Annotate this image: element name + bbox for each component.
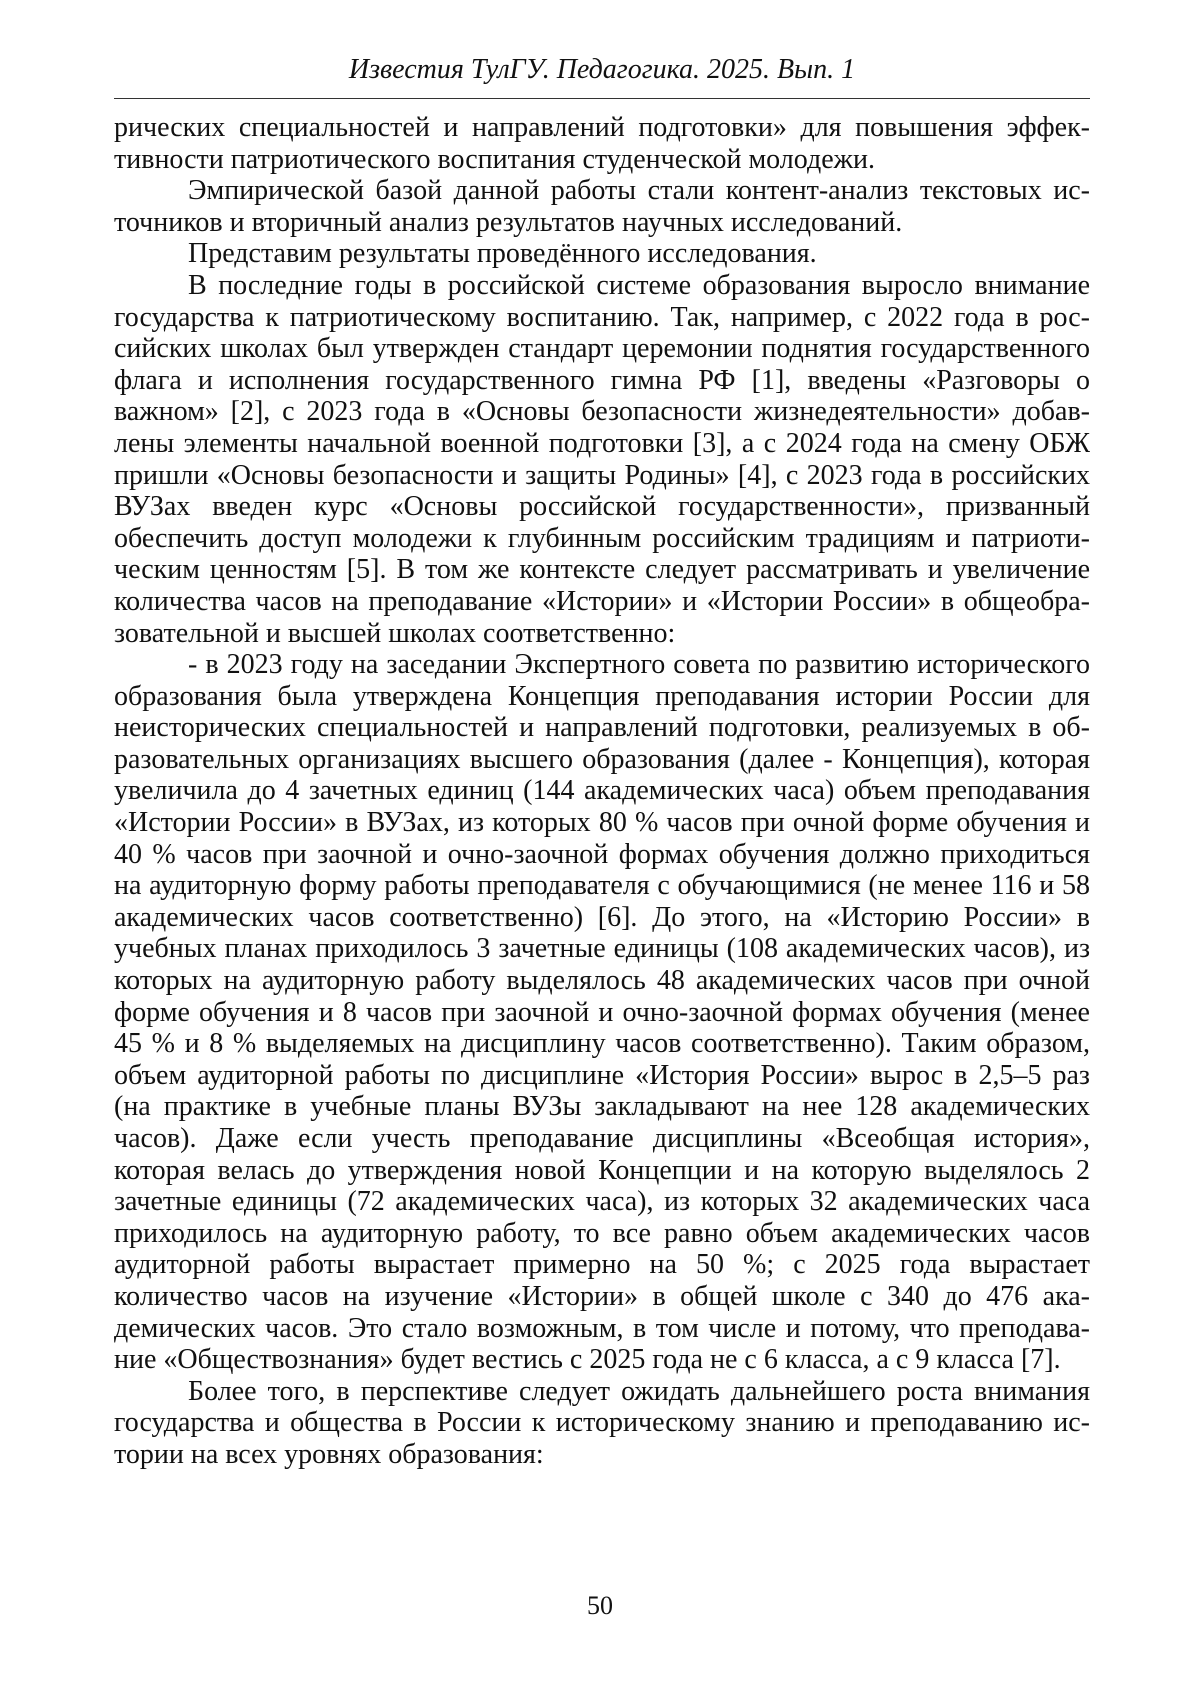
header-rule	[114, 98, 1090, 99]
paragraph-history-concept: - в 2023 году на заседании Экспертного совета по развитию исторического образования была утверждена Концепция преподавания истории России для неисторических специальностей и направлений подготовки, реализуемых в образовательных организациях высшего образования (далее - Концепция), которая увеличила до 4 зачетных единиц (144 академических часа) объем преподавания «Истории России» в ВУЗах, из которых 80 % часов при очной форме обучения и 40 % часов при заочной и очно-заочной формах обучения должно приходиться на аудиторную форму работы преподавателя с обучающимися (не менее 116 и 58 академических часов соответственно) [6]. До этого, на «Историю России» в учебных планах приходилось 3 зачетные единицы (108 академических часов), из которых на аудиторную работу выделялось 48 академических часов при очной форме обучения и 8 часов при заочной и очно-заочной формах обучения (менее 45 % и 8 % выделяемых на дисциплину часов соответственно). Таким образом, объем аудиторной работы по дисциплине «История России» вырос в 2,5–5 раз (на практике в учебные планы ВУЗы закладывают на нее 128 академических часов). Даже если учесть преподавание дисциплины «Всеобщая история», которая велась до утверждения новой Концепции и на которую выделялось 2 зачетные единицы (72 академических часа), из которых 32 академических часа приходилось на аудиторную работу, то все равно объем академических часов аудиторной работы вырастает примерно на 50 %; с 2025 года вырастает количество часов на изучение «Истории» в общей школе с 340 до 476 академических часов. Это стало возможным, в том числе и потому, что преподавание «Обществознания» будет вестись с 2025 года не с 6 класса, а с 9 класса [7].	[114, 649, 1090, 1376]
running-header: Известия ТулГУ. Педагогика. 2025. Вып. 1	[348, 54, 856, 85]
paragraph-patriotic-education: В последние годы в российской системе образования выросло внимание государства к патриотическому воспитанию. Так, например, с 2022 года в российских школах был утвержден стандарт церемонии поднятия государственного флага и исполнения государственного гимна РФ [1], введены «Разговоры о важном» [2], с 2023 года в «Основы безопасности жизнедеятельности» добавлены элементы начальной военной подготовки [3], а с 2024 года на смену ОБЖ пришли «Основы безопасности и защиты Родины» [4], с 2023 года в российских ВУЗах введен курс «Основы российской государственности», призванный обеспечить доступ молодежи к глубинным российским традициям и патриотическим ценностям [5]. В том же контексте следует рассматривать и увеличение количества часов на преподавание «Истории» и «Истории России» в общеобразовательной и высшей школах соответственно:	[114, 269, 1090, 649]
paragraph-continuation: рических специальностей и направлений подготовки» для повышения эффективности патриотического воспитания студенческой молодежи.	[114, 112, 1090, 175]
paragraph-empirical-base: Эмпирической базой данной работы стали контент-анализ текстовых источников и вторичный анализ результатов научных исследований.	[114, 175, 1090, 238]
paragraph-perspective: Более того, в перспективе следует ожидать дальнейшего роста внимания государства и общества в России к историческому знанию и преподаванию истории на всех уровнях образования:	[114, 1375, 1090, 1470]
page-number: 50	[587, 1591, 613, 1620]
paragraph-results-intro: Представим результаты проведённого исследования.	[188, 238, 817, 270]
article-body	[114, 112, 1090, 1471]
